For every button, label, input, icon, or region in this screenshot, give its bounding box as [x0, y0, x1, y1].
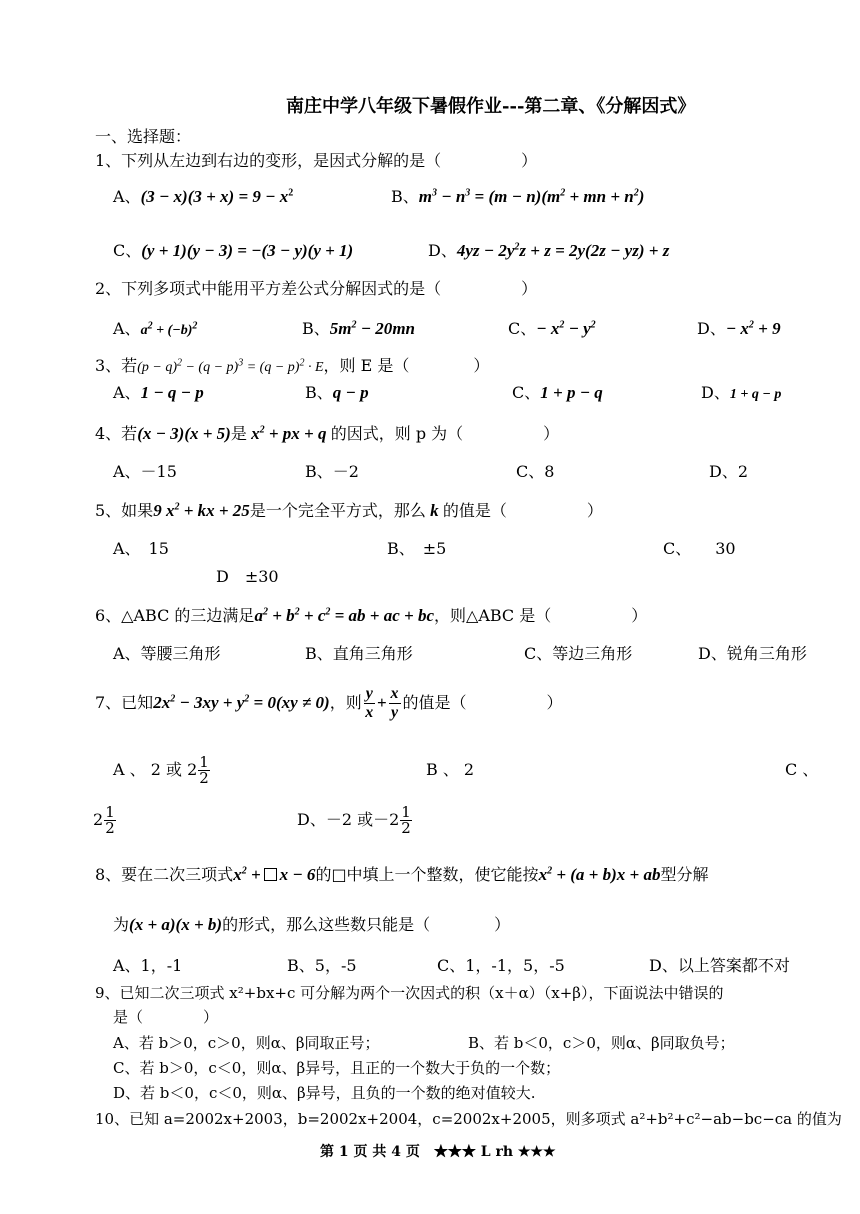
question-1-option-a: A、$(3 - x)(3 + x) = 9 - x^2$ [113, 187, 294, 206]
question-5-option-b: B、 ±5 [387, 539, 447, 558]
question-3-option-d: D、1 + q − p [701, 383, 782, 402]
question-9-option-c: C、若 b＞0，c＜0，则α、β异号，且正的一个数大于负的一个数； [113, 1059, 561, 1077]
question-9-option-b: B、若 b＜0，c＞0，则α、β同取负号； [468, 1034, 735, 1052]
question-9-option-a: A、若 b＞0，c＞0，则α、β同取正号； [113, 1034, 380, 1052]
question-5-option-c: C、 30 [663, 539, 736, 558]
fraction-y-over-x: $\frac{y}{x}$ [365, 685, 374, 721]
question-3-option-c: C、1 + p − q [512, 383, 603, 402]
question-1-option-b: B、$m^3 - n^3 = (m - n)(m^2$ + mn + $n^2$) [391, 187, 645, 206]
question-8-stem-line-1: 8、要在二次三项式$x^2 + x - 6$的□中填上一个整数，使它能按$x^2 + (a + b)x$ + ab型分解 [95, 865, 709, 884]
question-6-option-d: D、锐角三角形 [698, 644, 807, 663]
page-footer: 第 1 页 共 4 页 ★★★ L rh ★★★ [320, 1144, 556, 1160]
question-5-option-d: D ±30 [216, 567, 279, 586]
question-3-option-b: B、q − p [305, 383, 369, 402]
blank-box [264, 868, 277, 881]
question-3-stem: 3、若$(p - q)^2 - (q - p)^3 = (q - p)^2 \cdot E$，则 E 是（ ） [95, 356, 490, 375]
question-2-option-b: B、$5m^2 - 20mn$ [302, 319, 415, 338]
question-6-option-c: C、等边三角形 [524, 644, 633, 663]
question-2-option-a: A、$a^2 + (-b)^2$ [113, 319, 198, 338]
question-8-option-b: B、5，-5 [287, 956, 357, 975]
question-5-stem: 5、如果9 $x^2$ + kx + 25是一个完全平方式，那么 k 的值是（ ） [95, 501, 603, 520]
question-8-option-c: C、1，-1，5，-5 [437, 956, 565, 975]
question-2-option-c: C、− $x^2 - y^2$ [508, 319, 596, 338]
question-4-option-c: C、8 [516, 462, 555, 481]
question-7-option-a: A 、 2 或 2 $\frac{1}{2}$ [113, 753, 209, 787]
question-10-stem: 10、已知 a=2002x+2003，b=2002x+2004，c=2002x+2005，则多项式 a²+b²+c²−ab−bc−ca 的值为 [95, 1110, 842, 1128]
question-9-stem-line-1: 9、已知二次三项式 x²+bx+c 可分解为两个一次因式的积（x＋α）（x+β），下面说法中错误的 [95, 984, 724, 1002]
question-3-option-a: A、1 − q − p [113, 383, 204, 402]
question-1-option-d: D、$4yz - 2y^2z + z = 2y(2z - yz) + z$ [428, 241, 670, 260]
question-9-option-d: D、若 b＜0，c＜0，则α、β异号，且负的一个数的绝对值较大. [113, 1084, 536, 1102]
question-7-option-b: B 、 2 [426, 760, 475, 779]
question-7-stem: 7、已知$2x^2 - 3xy + y^2 = 0(xy \ne 0)$，则 $\frac{y}{x}$ + $\frac{x}{y}$ 的值是（ ） [95, 685, 563, 721]
question-2-stem: 2、下列多项式中能用平方差公式分解因式的是（ ） [95, 279, 538, 298]
question-2-option-d: D、− $x^2 + 9$ [697, 319, 781, 338]
question-7-option-d: D、－2 或－2 $\frac{1}{2}$ [297, 803, 411, 837]
question-4-stem: 4、若(x − 3)(x + 5)是 $x^2$ + px + q 的因式，则 p 为（ ） [95, 424, 560, 443]
question-8-option-d: D、以上答案都不对 [649, 956, 790, 975]
question-4-option-d: D、2 [709, 462, 749, 481]
question-1-option-c: C、(y + 1)(y − 3) = −(3 − y)(y + 1) [113, 241, 354, 260]
question-8-option-a: A、1，-1 [113, 956, 183, 975]
question-6-option-b: B、直角三角形 [305, 644, 413, 663]
question-8-stem-line-2: 为(x + a)(x + b)的形式，那么这些数只能是（ ） [113, 915, 511, 934]
question-9-stem-line-2: 是（ ） [113, 1008, 219, 1026]
question-4-option-a: A、－15 [113, 462, 177, 481]
fraction-x-over-y: $\frac{x}{y}$ [390, 685, 399, 721]
question-7-option-c: C 、 [785, 760, 819, 779]
question-5-option-a: A、 15 [113, 539, 169, 558]
page-title: 南庄中学八年级下暑假作业---第二章、《分解因式》 [286, 96, 696, 117]
question-4-option-b: B、－2 [305, 462, 359, 481]
question-6-option-a: A、等腰三角形 [113, 644, 221, 663]
question-7-option-c-value: 2 $\frac{1}{2}$ [93, 803, 115, 837]
question-6-stem: 6、△ABC 的三边满足$a^2 + b^2 + c^2$ = ab + ac + bc，则△ABC 是（ ） [95, 606, 648, 625]
section-heading: 一、选择题： [95, 127, 192, 146]
question-1-stem: 1、下列从左边到右边的变形，是因式分解的是（ ） [95, 151, 538, 170]
